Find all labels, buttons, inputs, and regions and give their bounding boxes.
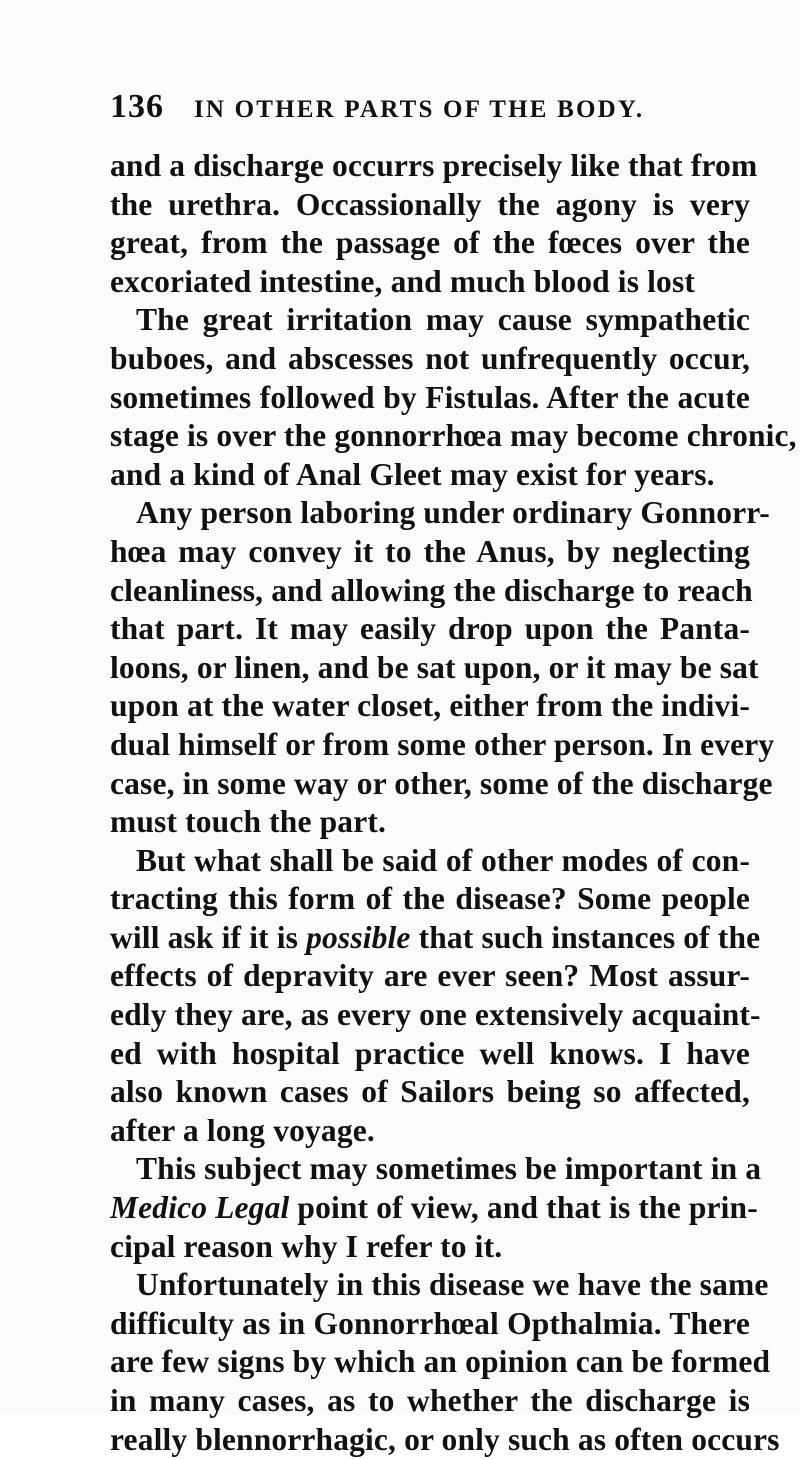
text-line: cleanliness, and allowing the discharge to reach <box>110 572 753 608</box>
text-line-with-italic <box>110 919 761 958</box>
text-line-with-italic <box>110 1189 758 1228</box>
text-line: ed with hospital practice well knows. I have <box>110 1035 750 1071</box>
italic-word: possible <box>306 919 411 955</box>
text-line: dual himself or from some other person. In every <box>110 726 775 762</box>
text-line: tracting this form of the disease? Some people <box>110 881 750 917</box>
text-line: also known cases of Sailors being so affected, <box>110 1074 750 1110</box>
italic-phrase: Medico Legal <box>110 1190 290 1226</box>
text-line: upon at the water closet, either from the indivi- <box>110 688 750 724</box>
text-line: buboes, and abscesses not unfrequently occur, <box>110 340 750 376</box>
text-line: are few signs by which an opinion can be formed <box>110 1344 771 1380</box>
text-line: after a long voyage. <box>110 1112 375 1148</box>
text-line: really blennorrhagic, or only such as often occurs <box>110 1421 780 1457</box>
text-line: great, from the passage of the fœces over the <box>110 225 750 261</box>
text-line: must touch the part. <box>110 804 386 840</box>
text-line: cipal reason why I refer to it. <box>110 1228 503 1264</box>
page-header <box>110 88 750 128</box>
paragraph-start-line: But what shall be said of other modes of con- <box>136 842 750 878</box>
text-line: stage is over the gonnorrhœa may become chronic, <box>110 418 797 454</box>
text-line: effects of depravity are ever seen? Most assur- <box>110 958 750 994</box>
body-text <box>110 147 797 1459</box>
text-line: excoriated intestine, and much blood is lost <box>110 263 695 299</box>
text-line: and a discharge occurrs precisely like that from <box>110 148 758 183</box>
text-line: and a kind of Anal Gleet may exist for years. <box>110 456 715 492</box>
text-line: difficulty as in Gonnorrhœal Opthalmia. There <box>110 1305 750 1341</box>
text-line: case, in some way or other, some of the discharge <box>110 765 773 801</box>
text-line: the urethra. Occassionally the agony is very <box>110 186 750 222</box>
text-line: that part. It may easily drop upon the Panta- <box>110 611 750 647</box>
text-segment: will ask if it is <box>110 919 307 955</box>
paragraph-start-line: The great irritation may cause sympathetic <box>136 302 750 338</box>
paragraph-start-line: Any person laboring under ordinary Gonnorr- <box>136 495 770 531</box>
running-head: IN OTHER PARTS OF THE BODY. <box>194 96 645 123</box>
text-segment: that such instances of the <box>410 919 761 955</box>
page-number: 136 <box>110 88 164 125</box>
text-line: in many cases, as to whether the discharge is <box>110 1383 750 1418</box>
text-line: sometimes followed by Fistulas. After the acute <box>110 379 750 415</box>
text-segment: point of view, and that is the prin- <box>289 1190 758 1226</box>
text-line: edly they are, as every one extensively acquaint- <box>110 997 761 1033</box>
paragraph-start-line: This subject may sometimes be important in a <box>136 1151 762 1187</box>
text-line: loons, or linen, and be sat upon, or it may be sat <box>110 649 759 685</box>
paragraph-start-line: Unfortunately in this disease we have the same <box>136 1267 769 1303</box>
text-line: hœa may convey it to the Anus, by neglecting <box>110 533 750 569</box>
